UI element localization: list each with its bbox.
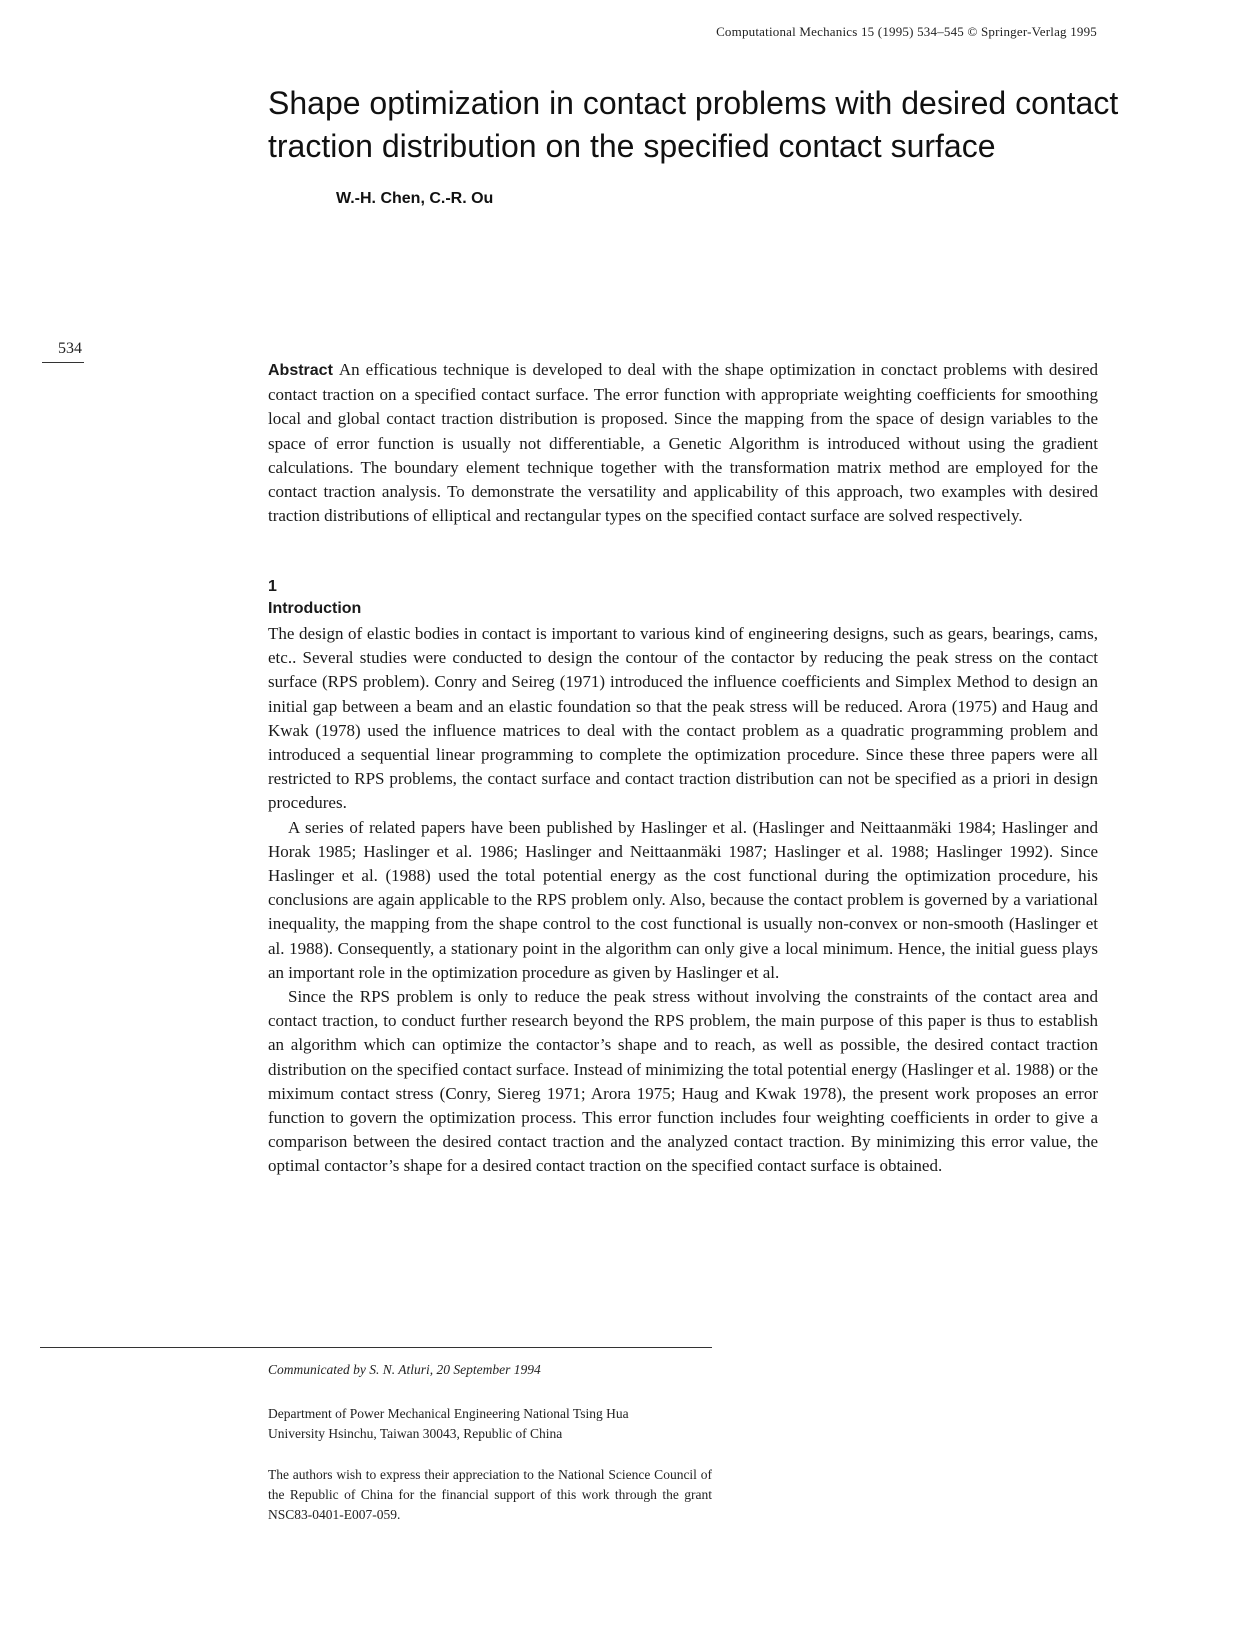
- introduction-body: [268, 622, 1098, 1179]
- communicated-note: Communicated by S. N. Atluri, 20 September 1994: [268, 1362, 541, 1377]
- section-number: 1: [268, 578, 277, 595]
- affiliation-line: Department of Power Mechanical Engineering National Tsing Hua: [268, 1406, 629, 1421]
- footnote-rule: [40, 1347, 712, 1348]
- paragraph: The design of elastic bodies in contact is important to various kind of engineering designs, such as gears, bearings, cams, etc.. Several studies were conducted to design the contour of the contactor by reducing the peak stress on the contact surface (RPS problem). Conry and Seireg (1971) introduced the influence coefficients and Simplex Method to design an initial gap between a beam and an elastic foundation so that the peak stress will be reduced. Arora (1975) and Haug and Kwak (1978) used the influence matrices to deal with the contact problem as a quadratic programming problem and introduced a sequential linear programming to complete the optimization procedure. Since these three papers were all restricted to RPS problems, the contact surface and contact traction distribution can not be specified as a priori in design procedures.: [268, 624, 1098, 813]
- paper-authors: W.-H. Chen, C.-R. Ou: [336, 190, 494, 207]
- page-number: 534: [58, 340, 82, 357]
- running-head: Computational Mechanics 15 (1995) 534–545 © Springer-Verlag 1995: [716, 24, 1097, 39]
- abstract-text: An efficatious technique is developed to deal with the shape optimization in conctact problems with desired contact traction on a specified contact surface. The error function with appropriate weighting coefficients for smoothing local and global contact traction distribution is proposed. Since the mapping from the space of design variables to the space of error function is usually not differentiable, a Genetic Algorithm is introduced without using the gradient calculations. The boundary element technique together with the transformation matrix method are employed for the contact traction analysis. To demonstrate the versatility and applicability of this approach, two examples with desired traction distributions of elliptical and rectangular types on the specified contact surface are solved respectively.: [268, 360, 1098, 526]
- page-number-rule: [42, 362, 84, 363]
- acknowledgment: The authors wish to express their appreciation to the National Science Council of the Republic of China for the financial support of this work through the grant NSC83-0401-E007-059.: [268, 1467, 712, 1522]
- paragraph: A series of related papers have been published by Haslinger et al. (Haslinger and Neittaanmäki 1984; Haslinger and Horak 1985; Haslinger et al. 1986; Haslinger and Neittaanmäki 1987; Haslinger et al. 1988; Haslinger 1992). Since Haslinger et al. (1988) used the total potential energy as the cost functional during the optimization procedure, his conclusions are again applicable to the RPS problem only. Also, because the contact problem is governed by a variational inequality, the mapping from the shape control to the cost functional is usually non-convex or non-smooth (Haslinger et al. 1988). Consequently, a stationary point in the algorithm can only give a local minimum. Hence, the initial guess plays an important role in the optimization procedure as given by Haslinger et al.: [268, 817, 1098, 982]
- affiliation: [268, 1404, 712, 1444]
- section-title: Introduction: [268, 600, 362, 617]
- abstract-label: Abstract: [268, 362, 333, 379]
- paragraph: Since the RPS problem is only to reduce the peak stress without involving the constraints of the contact area and contact traction, to conduct further research beyond the RPS problem, the main purpose of this paper is thus to establish an algorithm which can optimize the contactor’s shape and to reach, as well as possible, the desired contact traction distribution on the specified contact surface. Instead of minimizing the total potential energy (Haslinger et al. 1988) or the miximum contact stress (Conry, Siereg 1971; Arora 1975; Haug and Kwak 1978), the present work proposes an error function to govern the optimization process. This error function includes four weighting coefficients in order to give a comparison between the desired contact traction and the analyzed contact traction. By minimizing this error value, the optimal contactor’s shape for a desired contact traction on the specified contact surface is obtained.: [268, 987, 1098, 1176]
- paper-title: Shape optimization in contact problems with desired contact traction distribution on the specified contact surface: [268, 85, 1119, 164]
- abstract: [268, 358, 1098, 528]
- affiliation-line: University Hsinchu, Taiwan 30043, Republic of China: [268, 1426, 563, 1441]
